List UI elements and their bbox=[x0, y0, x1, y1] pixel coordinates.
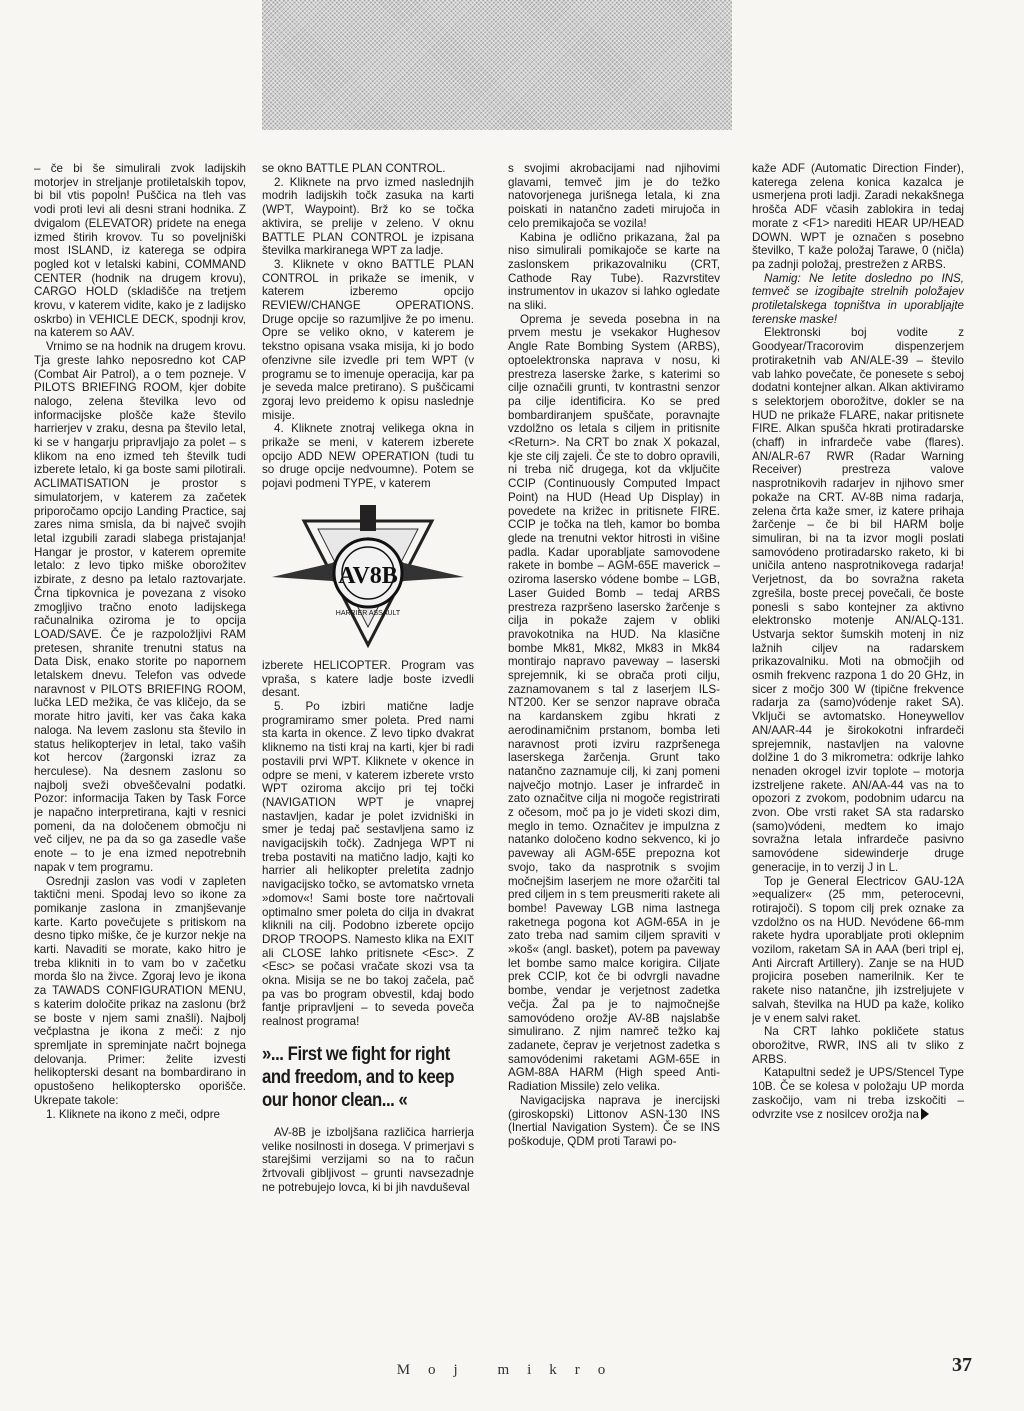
paragraph: s svojimi akrobacijami nad njihovimi glavami, temveč jim je do težko natovorjenega jurišnega letala, ki zna poiskati in natančno zadeti mirujoča in celo premikajoča se vozila! bbox=[508, 162, 720, 230]
logo-letters: AV8B bbox=[338, 562, 398, 589]
column-3 bbox=[508, 162, 720, 1350]
column-2 bbox=[262, 162, 474, 1350]
pull-quote: »... First we fight for right and freedom, and to keep our honor clean... « bbox=[262, 1043, 454, 1111]
paragraph: 3. Kliknete v okno BATTLE PLAN CONTROL in prikaže se imenik, v katerem izberemo opcijo REVIEW/CHANGE OPERATIONS. Druge opcije so razumljive že po imenu. Opre se veliko okno, v katerem je tekstno opisana vsaka misija, ki jo bodo ofenzivne sile izvedle pri tem WPT (v programu se to imenuje operacija, kar pa je seveda malce pretirano). S puščicami zgoraj levo preidemo k opisu naslednje misije. bbox=[262, 257, 474, 422]
paragraph: kaže ADF (Automatic Direction Finder), katerega zelena konica kazalca je usmerjena proti ladji. Zaradi nekakšnega hrošča ADF včasih zablokira in tedaj morate z <F1> narediti HEAR UP/HEAD DOWN. WPT je označen s posebno številko, T kaže položaj Tarawe, 0 (ničla) pa zadnji položaj, prestrežen z ARBS. bbox=[752, 162, 964, 271]
paragraph: Elektronski boj vodite z Goodyear/Tracorovim dispenzerjem protiraketnih vab AN/ALE-39 – število vab lahko povečate, če ponesete s seboj dodatni kontejner alkan. Alkan aktiviramo s selektorjem oborožitve, dokler se na HUD ne prikaže FLARE, nakar pritisnete FIRE. Alkan spušča hkrati protiradarske (chaff) in infrardeče vabe (flares). AN/ALR-67 RWR (Radar Warning Receiver) prestreza valove nasprotnikovih radarjev in njihovo smer pokaže na CRT. AV-8B nima radarja, zelena črta kaže smer, iz katere prihaja žarčenje – če bi bil HARM bolje simuliran, bi na ta izvor mogli poslati samovódeno protiradarsko raketo, ki bi uničila anteno nasprotnikovega radarja! Verjetnost, da bo sovražna raketa zgrešila, boste precej povečali, če boste ponesli s sabo kontejner za aktivno elektronsko motenje AN/ALQ-131. Ustvarja sektor šumskih motenj in niz lažnih ciljev na radarskem prikazovalniku. Moti na območjih od osmih frekvenc razpona 1 do 20 GHz, in sicer z močjo 300 W (tipične frekvence radarja za (samo)vódenje raket SA). Vključi se avtomatsko. Honeywellov AN/AAR-44 je širokokotni infrardeči sprejemnik, nastavljen na valovne dolžine 1 do 3 mikrometra: odkrije lahko nenaden okrogel izvir toplote – motorja izstreljene rakete. AN/AA-44 vas na to opozori z zvokom, podobnim udarcu na zvon. Obe vrsti raket SA sta radarsko (samo)vódeni, medtem ko imajo sovražna letala infrardeče pasivno samovódene sidewinderje druge generacije, in to verzij J in L. bbox=[752, 326, 964, 874]
tip-paragraph: Namig: Ne letite dosledno po INS, temveč se izogibajte strelnih položajev protiletalskega topništva in uporabljajte terenske maske! bbox=[752, 271, 964, 326]
paragraph bbox=[752, 1066, 964, 1121]
column-1 bbox=[34, 162, 246, 1350]
av8b-emblem-logo bbox=[262, 499, 474, 649]
paragraph: 2. Kliknete na prvo izmed naslednjih modrih ladijskih točk zasuka na karti (WPT, Waypoint). Brž ko se točka aktivira, se prelije v zeleno. V oknu BATTLE PLAN CONTROL je izpisana številka markiranega WPT za ladje. bbox=[262, 175, 474, 258]
paragraph: – če bi še simulirali zvok ladijskih motorjev in streljanje protiletalskih topov, bi bil vtis popoln! Puščica na tleh vas vodi proti levi ali desni strani hodnika. Z dvigalom (ELEVATOR) pridete na enega izmed štirih krovov. Tu so poveljniški most ISLAND, iz katerega se odpira pogled kot v letalski kabini, COMMAND CENTER (hodnik na drugem krovu), CARGO HOLD (skladišče na tretjem krovu, v katerem vidite, kako je z ladijsko oskrbo) in VEHICLE DECK, spodnji krov, na katerem so AAV. bbox=[34, 162, 246, 340]
magazine-name: Moj mikro bbox=[396, 1362, 624, 1378]
paragraph: izberete HELICOPTER. Program vas vpraša, s katere ladje boste izvedli desant. bbox=[262, 658, 474, 700]
halftone-image-strip bbox=[262, 0, 732, 130]
paragraph: 4. Kliknete znotraj velikega okna in prikaže se meni, v katerem izberete opcijo ADD NEW OPERATION (tudi tu so druge opcije nedvoumne). Potem se pojavi podmeni TYPE, v katerem bbox=[262, 422, 474, 491]
page-number: 37 bbox=[952, 1354, 972, 1376]
paragraph: se okno BATTLE PLAN CONTROL. bbox=[262, 162, 446, 175]
paragraph: Top je General Electricov GAU-12A »equalizer« (25 mm, peterocevni, rotirajoči). S topom cilj prek oznake za vzdolžno os na HUD. Nevódene 66-mm rakete hydra uporabljate proti oklepnim vozilom, raketam SA in AAA (beri tripl ej, Anti Aircraft Artillery). Zanje se na HUD projicira poseben namerilnik. Ker te rakete niso natančne, jih izstreljujete v salvah, številka na HUD pa kaže, koliko je v enem salvi raket. bbox=[752, 874, 964, 1025]
continue-arrow-icon bbox=[921, 1108, 929, 1120]
column-4 bbox=[752, 162, 964, 1350]
paragraph: Vrnimo se na hodnik na drugem krovu. Tja greste lahko neposredno kot CAP (Combat Air Patrol), a o tem pozneje. V PILOTS BRIEFING ROOM, kjer dobite nalogo, zelena številka levo od informacijske plošče kaže število harrierjev v zraku, desna pa število letal, ki se v hangarju pripravljajo za polet – s klikom na eno izmed teh številk tudi izberete letalo, ki ga boste sami pilotirali. ACLIMATISATION je prostor s simulatorjem, v katerem za začetek priporočamo opcijo Landing Practice, saj zares nima smisla, da bi največ svojih letal izgubili zaradi slabega pristajanja! Hangar je prostor, v katerem opremite letalo: z levo tipko miške oborožitev izbirate, z desno pa letalo raztovarjate. Črna tipkovnica je povezana z visoko zmogljivo tračno enoto ladijskega računalnika oziroma je to opcija LOAD/SAVE. Če je razpoložljivi RAM pretesen, shranite trenutni status na Data Disk, enako storite po napornem letalskem dnevu. Telefon vas odvede naravnost v PILOTS BRIEFING ROOM, lučka LED mežika, če vas kličejo, da se morate hitro javiti, ker vas čaka kaka naloga. Na levem zaslonu sta število in status helikopterjev in letal, tako vaših kot hercov (žargonski izraz za herculese). Na desnem zaslonu so najbolj sveži obveščevalni podatki. Pozor: informacija Taken by Task Force je napačno interpretirana, kajti v resnici pomeni, da na določenem območju ni več ciljev, ne pa da so ga zasedle vaše enote – to je ena izmed nepotrebnih napak v tem programu. bbox=[34, 340, 246, 874]
paragraph: 1. Kliknete na ikono z meči, odpre bbox=[46, 1107, 221, 1121]
paragraph-text: Katapultni sedež je UPS/Stencel Type 10B. Če se kolesa v položaju UP morda zaskočijo, vam ni treba izskočiti – odvrzite vse z nosilcev orožja na bbox=[752, 1066, 964, 1121]
paragraph: 5. Po izbiri matične ladje programiramo smer poleta. Pred nami sta karta in okence. Z levo tipko dvakrat kliknemo na tisti kraj na karti, kjer bi radi postavili prvi WPT. Kliknete v okence in odpre se meni, v katerem izberete vrsto WPT oziroma akcijo pri tej točki (NAVIGATION WPT je vnaprej nastavljen, kadar je polet izvidniški in smer je tedaj pač sestavljena samo iz navigacijskih točk). Zadnjega WPT ni treba postaviti na matično ladjo, kajti ko harrier ali helikopter preletita zadnjo navigacijsko točko, se avtomatsko vrneta »domov«! Sami boste tore načrtovali optimalno smer poleta do cilja in dvakrat kliknili na cilj. Podobno izberete opcijo DROP TROOPS. Namesto klika na EXIT ali CLOSE lahko pritisnete <Esc>. Z <Esc> se počasi vračate skozi vsa ta okna. Misija se ne bo takoj začela, pač pa vas bo program obvestil, kdaj bodo fantje pripravljeni – to seveda poveča realnost programa! bbox=[262, 699, 474, 1029]
paragraph: AV-8B je izboljšana različica harrierja velike nosilnosti in dosega. V primerjavi s starejšimi verzijami so na to račun žrtvovali gibljivost – grunti navsezadnje ne potrebujejo lovca, ki bi jih navduševal bbox=[262, 1125, 474, 1194]
paragraph: Kabina je odlično prikazana, žal pa niso simulirali pomikajoče se karte na zaslonskem prikazovalniku (CRT, Cathode Ray Tube). Razvrstitev instrumentov in ukazov si lahko ogledate na sliki. bbox=[508, 230, 720, 313]
logo-ring-text: HARRIER ASSAULT bbox=[335, 609, 401, 617]
paragraph: Oprema je seveda posebna in na prvem mestu je vsekakor Hughesov Angle Rate Bombing System (ARBS), optoelektronska naprava v nosu, ki prestreza laserske žarke, s katerimi so cilje označili grunti, tv kontrastni senzor pa cilje identificira. Ko se pred bombardiranjem spuščate, poravnajte vzdolžno os letala s ciljem in pritisnite <Return>. Na CRT bo znak X pokazal, kje ste cilj zajeli. Če ste to dobro opravili, ni treba nič drugega, kot da vključite CCIP (Continuously Computed Impact Point) na HUD (Head Up Display) in povedete na križec in pritisnete FIRE. CCIP je točka na tleh, kamor bo bomba glede na trenutni vektor hitrosti in višine padla. Kadar uporabljate samovodene rakete in bombe – AGM-65E maverick – oziroma lasersko vódene bombe – LGB, Laser Guided Bomb – tedaj ARBS prestreza razpršeno lasersko žarčenje s cilja in pokaže zajem v obliki pravokotnika na HUD. Na klasične bombe Mk81, Mk82, Mk83 in Mk84 montirajo napravo paveway – laserski sprejemnik, ki se obrača proti cilju, zaznamovanem s tal z laserjem ILS-NT200. Ker se senzor naprave obrača na kardanskem zgibu hkrati z aerodinamičnim prstanom, bomba leti naravnost proti izviru razpršenega laserskega žarčenja. Grunt tako natančno zaznamuje cilj, ki zanj pomeni največjo motnjo. Laser je infrardeč in zato označitve cilja ni mogoče registrirati z očesom, moč pa jo je videti skozi dim, meglo in temo. Označitev je impulzna z natanko določeno kodno sekvenco, ki jo paveway ali AGM-65E prepozna kot svojo, tako da nasprotnik s svojim močnejšim laserjem ne more ožarčiti tal pred ciljem in s tem preusmeriti rakete ali bombe! Paveway LGB nima lastnega raketnega pogona kot AGM-65A in je zato treba nad samim ciljem spraviti v »koš« (angl. basket), potem pa paveway let bombe samo malce korigira. Ciljate prek CCIP, kot če bi odvrgli navadne bombe, vendar je verjetnost zadetka večja. Žal pa je to najmočnejše samovódeno orožje AV-8B najslabše simulirano. Z njim namreč težko kaj zadanete, čeprav je verjetnost zadetka s samovódenimi raketami AGM-65E in AGM-88A HARM (High speed Anti-Radiation Missile) zelo velika. bbox=[508, 312, 720, 1094]
paragraph: Na CRT lahko pokličete status oborožitve, RWR, INS ali tv sliko z ARBS. bbox=[752, 1025, 964, 1066]
paragraph: Osrednji zaslon vas vodi v zapleten taktični meni. Spodaj levo so ikone za pomikanje zaslona in zmanjševanje karte. Karto povečujete s pritiskom na desno tipko miške, če je kurzor nekje na karti. Navaditi se morate, kako hitro je treba klikniti in to vam bo v začetku morda šlo na živce. Zgoraj levo je ikona za TAWADS CONFIGURATION MENU, s katerim določite prikaz na zaslonu (brž se boste v njem sami znašli). Najbolj večplastna je ikona z meči: z njo spremljate in spreminjate načrt bojnega delovanja. Primer: želite izvesti helikopterski desant na bombardirano in opustošeno helikoptersko oporišče. Ukrepate takole: bbox=[34, 874, 246, 1107]
paragraph: Navigacijska naprava je inercijski (giroskopski) Littonov ASN-130 INS (Inertial Navigation System). Če se INS poškoduje, QDM proti Tarawi po- bbox=[508, 1093, 720, 1148]
